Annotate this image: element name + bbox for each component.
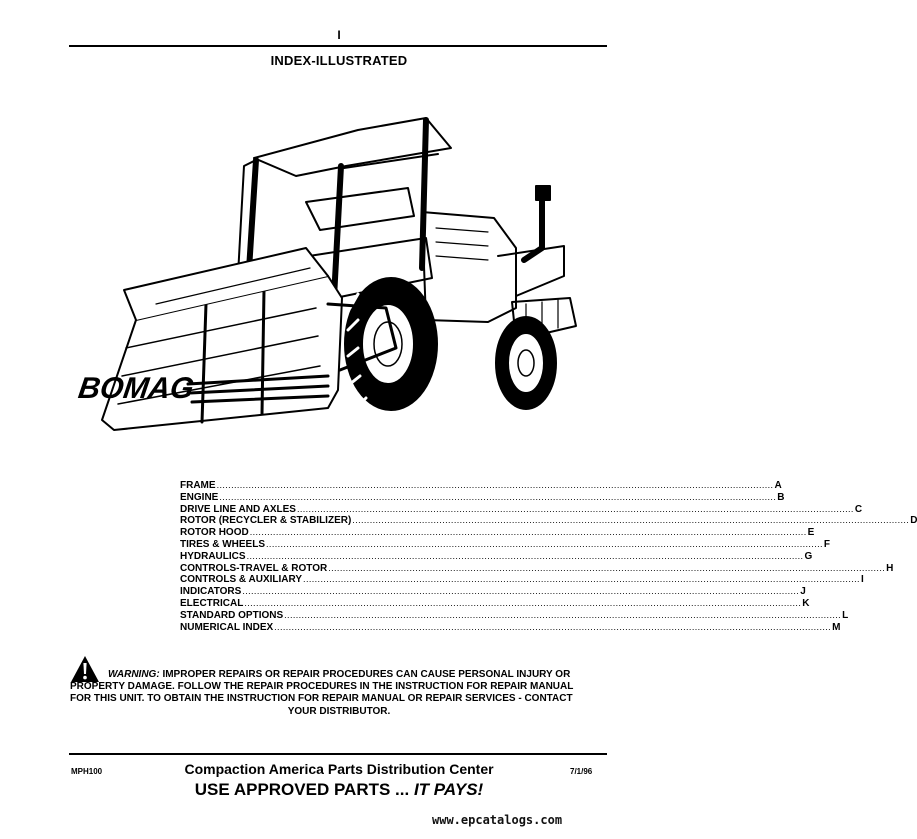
- page-title: INDEX-ILLUSTRATED: [270, 53, 408, 68]
- index-row-numerical-index: NUMERICAL INDEX ..... M: [180, 622, 514, 634]
- doc-code: MPH100: [71, 767, 103, 776]
- watermark: www.epcatalogs.com: [432, 813, 563, 827]
- index-row-electrical: ELECTRICAL ..... K: [180, 598, 514, 610]
- top-rule: [69, 45, 607, 47]
- index-row-indicators: INDICATORS ..... J: [180, 586, 514, 598]
- machine-illustration: [76, 108, 596, 468]
- index-row-engine: ENGINE ..... B: [180, 492, 514, 504]
- index-row-frame: FRAME ..... A: [180, 480, 514, 492]
- index-row-rotor-hood: ROTOR HOOD ..... E: [180, 527, 514, 539]
- index-row-drive-line: DRIVE LINE AND AXLES ..... C: [180, 504, 514, 516]
- page-number: I: [337, 28, 341, 42]
- footer-distribution-center: Compaction America Parts Distribution Center: [184, 761, 494, 777]
- index-row-controls-travel: CONTROLS-TRAVEL & ROTOR ..... H: [180, 563, 514, 575]
- bottom-rule: [69, 753, 607, 755]
- warning-text: WARNING: IMPROPER REPAIRS OR REPAIR PROCEDURES CAN CAUSE PERSONAL INJURY OR PROPERTY DAMAGE. FOLLOW THE REPAIR PROCEDURES IN THE INSTRUCTION FOR REPAIR MANUAL FOR THIS UNIT. TO OBTAIN THE INSTRUCTION FOR REPAIR MANUAL OR REPAIR SERVICES - CONTACT YOUR DISTRIBUTOR.: [70, 669, 574, 717]
- index-row-standard-options: STANDARD OPTIONS ..... L: [180, 610, 514, 622]
- index-row-controls-aux: CONTROLS & AUXILIARY ..... I: [180, 574, 514, 586]
- index-list: [180, 480, 917, 633]
- index-row-hydraulics: HYDRAULICS ..... G: [180, 551, 514, 563]
- footer-tagline: USE APPROVED PARTS ... IT PAYS!: [194, 780, 484, 799]
- warning-label: WARNING:: [108, 669, 160, 680]
- index-row-tires: TIRES & WHEELS ..... F: [180, 539, 514, 551]
- index-row-rotor: ROTOR (RECYCLER & STABILIZER) ..... D: [180, 515, 514, 527]
- revision-date: 7/1/96: [570, 767, 593, 776]
- bomag-logo: BOMAG: [76, 372, 196, 405]
